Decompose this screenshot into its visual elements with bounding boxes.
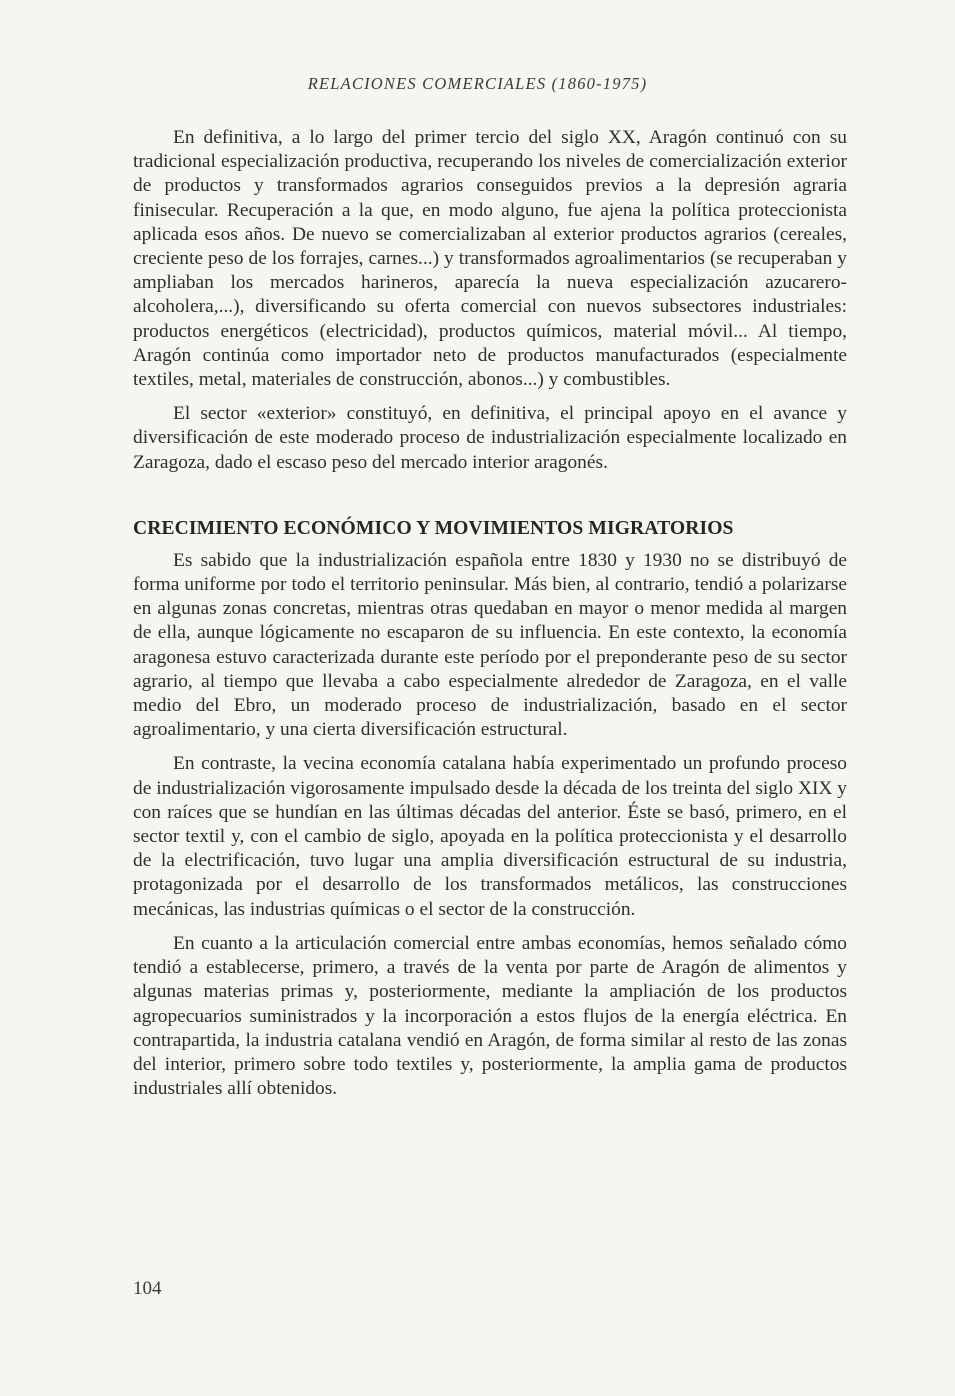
paragraph: En cuanto a la articulación comercial entre ambas economías, hemos señalado cómo tendió a establecerse, primero, a través de la venta por parte de Aragón de alimentos y algunas materias primas y, posteriormente, mediante la ampliación de los productos agropecuarios suministrados y la incorporación a estos flujos de la energía eléctrica. En contrapartida, la industria catalana vendió en Aragón, de forma similar al resto de las zonas del interior, primero sobre todo textiles y, posteriormente, la amplia gama de productos industriales allí obtenidos. [133,932,847,1100]
page-number: 104 [133,1278,162,1299]
paragraph: El sector «exterior» constituyó, en definitiva, el principal apoyo en el avance y diversificación de este moderado proceso de industrialización especialmente localizado en Zaragoza, dado el escaso peso del mercado interior aragonés. [133,403,847,473]
section-title: CRECIMIENTO ECONÓMICO Y MOVIMIENTOS MIGRATORIOS [133,517,734,539]
paragraph: En definitiva, a lo largo del primer tercio del siglo XX, Aragón continuó con su tradicional especialización productiva, recuperando los niveles de comercialización exterior de productos y transformados agrarios conseguidos previos a la depresión agraria finisecular. Recuperación a la que, en modo alguno, fue ajena la política proteccionista aplicada esos años. De nuevo se comercializaban al exterior productos agrarios (cereales, creciente peso de los forrajes, carnes...) y transformados agroalimentarios (se recuperaban y ampliaban los mercados harineros, aparecía la nueva especialización azucarero-alcoholera,...), diversificando su oferta comercial con nuevos subsectores industriales: productos energéticos (electricidad), productos químicos, material móvil... Al tiempo, Aragón continúa como importador neto de productos manufacturados (especialmente textiles, metal, materiales de construcción, abonos...) y combustibles. [133,127,847,391]
paragraph: En contraste, la vecina economía catalana había experimentado un profundo proceso de industrialización vigorosamente impulsado desde la década de los treinta del siglo XIX y con raíces que se hundían en las últimas décadas del anterior. Éste se basó, primero, en el sector textil y, con el cambio de siglo, apoyada en la política proteccionista y el desarrollo de la electrificación, tuvo lugar una amplia diversificación estructural de su industria, protagonizada por el desarrollo de los transformados metálicos, las construcciones mecánicas, las industrias químicas o el sector de la construcción. [133,753,847,920]
page-content [133,126,847,1111]
running-header: RELACIONES COMERCIALES (1860-1975) [307,74,648,93]
paragraph: Es sabido que la industrialización española entre 1830 y 1930 no se distribuyó de forma uniforme por todo el territorio peninsular. Más bien, al contrario, tendió a polarizarse en algunas zonas concretas, mientras otras quedaban en mayor o menor medida al margen de ella, aunque lógicamente no escaparon de su influencia. En este contexto, la economía aragonesa estuvo caracterizada durante este período por el preponderante peso de su sector agrario, al tiempo que llevaba a cabo especialmente alrededor de Zaragoza, en el valle medio del Ebro, un moderado proceso de industrialización, basado en el sector agroalimentario, y una cierta diversificación estructural. [133,549,847,741]
